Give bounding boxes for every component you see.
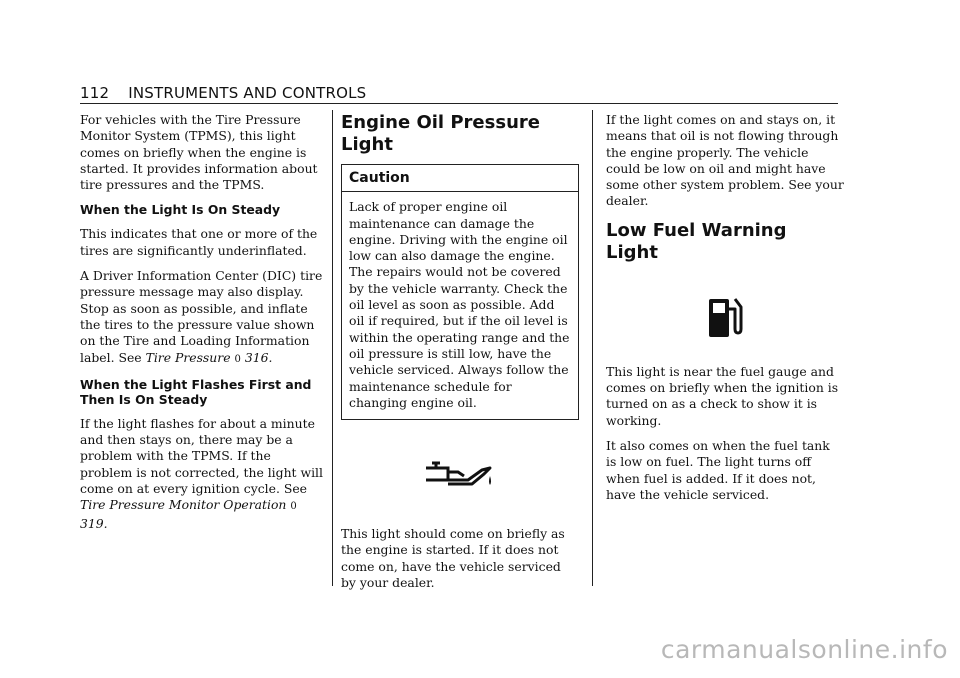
page-number: 112 xyxy=(80,84,110,102)
watermark-text: carmanualsonline.info xyxy=(660,635,948,664)
tpms-intro: For vehicles with the Tire Pressure Monitor System (TPMS), this light comes on briefly when the engine is started. It provides information about tire pressures and the TPMS. xyxy=(80,112,318,193)
flash-heading: When the Light Flashes First and Then Is On Steady xyxy=(80,376,312,407)
steady-text: This indicates that one or more of the tires are significantly underinflated. xyxy=(80,226,318,258)
header-rule xyxy=(80,103,838,104)
column-divider-1 xyxy=(332,110,333,586)
column-2 xyxy=(341,112,579,600)
flash-paragraph xyxy=(80,416,324,532)
page-ref-arrow-icon: 0 xyxy=(290,501,297,513)
caution-box xyxy=(341,164,579,420)
tpms-operation-page[interactable]: 319. xyxy=(80,515,108,531)
dic-paragraph xyxy=(80,268,324,368)
section-title: INSTRUMENTS AND CONTROLS xyxy=(128,84,367,102)
tire-pressure-link[interactable]: Tire Pressure xyxy=(145,349,231,365)
tpms-operation-link[interactable]: Tire Pressure Monitor Operation xyxy=(80,497,287,513)
oil-light-text: This light should come on briefly as the engine is started. If it does not come on, have the vehicle serviced by your dealer. xyxy=(341,526,565,591)
oil-light-continued: If the light comes on and stays on, it means that oil is not flowing through the engine properly. The vehicle could be low on oil and might have some other system problem. See your dealer. xyxy=(606,112,844,209)
steady-heading: When the Light Is On Steady xyxy=(80,202,281,218)
column-3 xyxy=(606,112,844,512)
dic-text: A Driver Information Center (DIC) tire pressure message may also display. Stop as soon as possible, and inflate the tires to the pressure value shown on the Tire and Loading Information label. See xyxy=(80,268,323,365)
oil-can-icon xyxy=(424,458,496,492)
column-divider-2 xyxy=(592,110,593,586)
fuel-pump-icon xyxy=(707,295,743,341)
low-fuel-text-1: This light is near the fuel gauge and comes on briefly when the ignition is turned on as a check to show it is working. xyxy=(606,363,839,428)
page-header xyxy=(80,84,366,102)
oil-icon-container xyxy=(341,424,579,526)
oil-pressure-title: Engine Oil Pressure Light xyxy=(341,112,540,155)
low-fuel-text-2: It also comes on when the fuel tank is low on fuel. The light turns off when fuel is added. If it does not, have the vehicle serviced. xyxy=(606,437,830,502)
tire-pressure-page[interactable]: 316. xyxy=(244,349,273,365)
caution-text: Lack of proper engine oil maintenance can damage the engine. Driving with the engine oil low can also damage the engine. The repairs would not be covered by the vehicle warranty. Check the oil level as soon as possible. Add oil if required, but if the oil level is within the operating range and the oil pressure is still low, have the vehicle serviced. Always follow the maintenance schedule for changing engine oil. xyxy=(349,199,570,410)
low-fuel-title: Low Fuel Warning Light xyxy=(606,219,787,263)
fuel-icon-container xyxy=(606,272,844,364)
caution-title: Caution xyxy=(342,165,578,192)
flash-text: If the light flashes for about a minute and then stays on, there may be a problem with the TPMS. If the problem is not corrected, the light will come on at every ignition cycle. See xyxy=(80,415,323,497)
column-1 xyxy=(80,112,324,541)
page-ref-arrow-icon: 0 xyxy=(234,353,241,365)
